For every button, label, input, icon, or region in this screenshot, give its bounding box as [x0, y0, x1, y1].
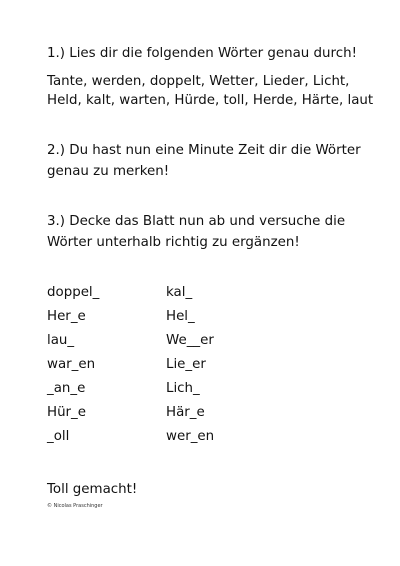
exercise-right-word: Lich_ [166, 381, 200, 396]
task1-words-line1: Tante, werden, doppelt, Wetter, Lieder, Licht, [47, 74, 350, 89]
exercise-right-word: We__er [166, 333, 214, 348]
closing-text: Toll gemacht! [47, 482, 138, 497]
exercise-left-word: war_en [47, 357, 96, 372]
exercise-left-word: _oll [47, 429, 70, 444]
task1-heading: 1.) Lies dir die folgenden Wörter genau durch! [47, 46, 357, 61]
task1-words-line2: Held, kalt, warten, Hürde, toll, Herde, Härte, laut [47, 93, 374, 108]
exercise-right-word: kal_ [166, 285, 193, 300]
task3-line2: Wörter unterhalb richtig zu ergänzen! [47, 235, 300, 250]
task2-line1: 2.) Du hast nun eine Minute Zeit dir die Wörter [47, 143, 361, 158]
exercise-left-word: Her_e [47, 309, 86, 324]
exercise-left-word: lau_ [47, 333, 75, 348]
exercise-left-word: Hür_e [47, 405, 86, 420]
exercise-left-word: _an_e [47, 381, 86, 396]
exercise-right-word: wer_en [166, 429, 215, 444]
copyright-notice: © Nicolas Praschinger [47, 503, 103, 509]
exercise-right-word: Här_e [166, 405, 205, 420]
task2-line2: genau zu merken! [47, 164, 170, 179]
exercise-left-word: doppel_ [47, 285, 100, 300]
exercise-right-word: Hel_ [166, 309, 195, 324]
task3-line1: 3.) Decke das Blatt nun ab und versuche die [47, 214, 346, 229]
exercise-right-word: Lie_er [166, 357, 206, 372]
